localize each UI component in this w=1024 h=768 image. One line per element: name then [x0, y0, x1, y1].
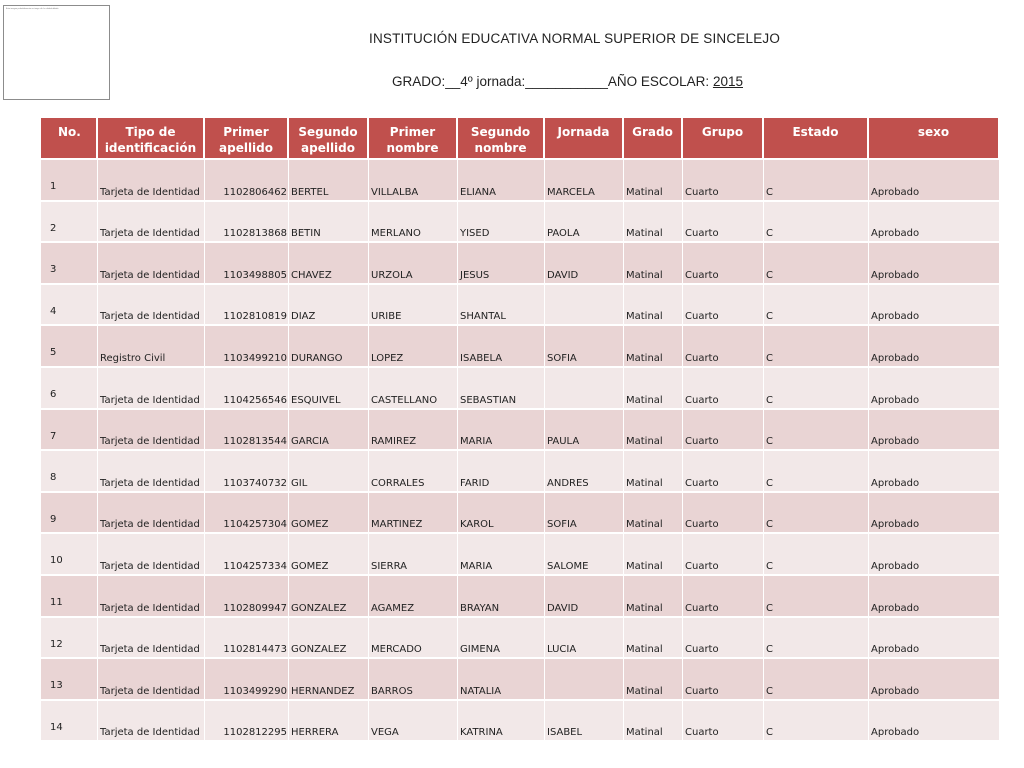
- cell-primer-apellido: BERTEL: [289, 160, 369, 202]
- cell-segundo-apellido: CORRALES: [369, 451, 458, 493]
- cell-jornada: Matinal: [624, 368, 683, 410]
- cell-segundo-apellido: LOPEZ: [369, 326, 458, 368]
- cell-id-number: 1102809947: [205, 576, 289, 618]
- cell-segundo-nombre: ISABEL: [545, 701, 624, 743]
- cell-primer-apellido: ESQUIVEL: [289, 368, 369, 410]
- cell-segundo-apellido: AGAMEZ: [369, 576, 458, 618]
- cell-tipo-identificacion: Tarjeta de Identidad: [98, 493, 205, 535]
- cell-estado: Aprobado: [869, 659, 1000, 701]
- table-row: [41, 534, 1000, 576]
- cell-grado: Cuarto: [683, 618, 764, 660]
- cell-grupo: C: [764, 493, 869, 535]
- cell-segundo-apellido: URIBE: [369, 285, 458, 327]
- cell-primer-nombre: ELIANA: [458, 160, 545, 202]
- cell-segundo-nombre: [545, 368, 624, 410]
- table-row: [41, 576, 1000, 618]
- cell-segundo-apellido: VILLALBA: [369, 160, 458, 202]
- table-row: [41, 202, 1000, 244]
- cell-no: 11: [41, 576, 98, 618]
- cell-primer-apellido: GONZALEZ: [289, 618, 369, 660]
- cell-jornada: Matinal: [624, 534, 683, 576]
- cell-tipo-identificacion: Tarjeta de Identidad: [98, 534, 205, 576]
- cell-grado: Cuarto: [683, 410, 764, 452]
- cell-tipo-identificacion: Tarjeta de Identidad: [98, 368, 205, 410]
- cell-grado: Cuarto: [683, 576, 764, 618]
- cell-primer-apellido: HERNANDEZ: [289, 659, 369, 701]
- cell-no: 1: [41, 160, 98, 202]
- cell-id-number: 1103740732: [205, 451, 289, 493]
- table-row: [41, 701, 1000, 743]
- cell-jornada: Matinal: [624, 410, 683, 452]
- cell-grado: Cuarto: [683, 451, 764, 493]
- cell-tipo-identificacion: Tarjeta de Identidad: [98, 701, 205, 743]
- cell-id-number: 1102813544: [205, 410, 289, 452]
- cell-segundo-apellido: MERLANO: [369, 202, 458, 244]
- table-row: [41, 618, 1000, 660]
- cell-segundo-nombre: ANDRES: [545, 451, 624, 493]
- cell-id-number: 1102810819: [205, 285, 289, 327]
- cell-no: 14: [41, 701, 98, 743]
- jornada-label: jornada:: [476, 74, 526, 89]
- cell-grado: Cuarto: [683, 326, 764, 368]
- cell-grado: Cuarto: [683, 202, 764, 244]
- cell-grupo: C: [764, 618, 869, 660]
- cell-id-number: 1104257334: [205, 534, 289, 576]
- cell-estado: Aprobado: [869, 243, 1000, 285]
- cell-estado: Aprobado: [869, 534, 1000, 576]
- cell-tipo-identificacion: Tarjeta de Identidad: [98, 243, 205, 285]
- cell-primer-nombre: NATALIA: [458, 659, 545, 701]
- jornada-blank: ___________: [525, 74, 608, 89]
- cell-tipo-identificacion: Tarjeta de Identidad: [98, 576, 205, 618]
- cell-jornada: Matinal: [624, 576, 683, 618]
- cell-grado: Cuarto: [683, 659, 764, 701]
- cell-grupo: C: [764, 701, 869, 743]
- col-header-grupo: Grupo: [683, 118, 764, 160]
- cell-primer-apellido: CHAVEZ: [289, 243, 369, 285]
- cell-jornada: Matinal: [624, 326, 683, 368]
- cell-grado: Cuarto: [683, 368, 764, 410]
- page-title: INSTITUCIÓN EDUCATIVA NORMAL SUPERIOR DE SINCELEJO: [369, 31, 781, 46]
- grado-label: GRADO:: [392, 74, 446, 89]
- cell-segundo-nombre: LUCIA: [545, 618, 624, 660]
- logo-caption: Esta imagen probablemente no tenga clic la calidad debida: [6, 8, 59, 10]
- cell-primer-apellido: HERRERA: [289, 701, 369, 743]
- grade-line: [392, 74, 743, 89]
- cell-grupo: C: [764, 410, 869, 452]
- cell-primer-nombre: ISABELA: [458, 326, 545, 368]
- table-row: [41, 285, 1000, 327]
- cell-no: 4: [41, 285, 98, 327]
- cell-no: 8: [41, 451, 98, 493]
- col-header-grado: Grado: [624, 118, 683, 160]
- cell-tipo-identificacion: Tarjeta de Identidad: [98, 202, 205, 244]
- col-header-estado: Estado: [764, 118, 869, 160]
- cell-segundo-apellido: MERCADO: [369, 618, 458, 660]
- cell-id-number: 1102806462: [205, 160, 289, 202]
- col-header-sexo: sexo: [869, 118, 1000, 160]
- cell-estado: Aprobado: [869, 368, 1000, 410]
- cell-no: 13: [41, 659, 98, 701]
- cell-id-number: 1104256546: [205, 368, 289, 410]
- cell-segundo-nombre: PAOLA: [545, 202, 624, 244]
- table-row: [41, 243, 1000, 285]
- cell-estado: Aprobado: [869, 326, 1000, 368]
- cell-estado: Aprobado: [869, 701, 1000, 743]
- cell-primer-nombre: JESUS: [458, 243, 545, 285]
- cell-tipo-identificacion: Tarjeta de Identidad: [98, 285, 205, 327]
- cell-no: 5: [41, 326, 98, 368]
- cell-primer-apellido: GOMEZ: [289, 534, 369, 576]
- cell-jornada: Matinal: [624, 618, 683, 660]
- cell-tipo-identificacion: Tarjeta de Identidad: [98, 618, 205, 660]
- cell-segundo-apellido: MARTINEZ: [369, 493, 458, 535]
- table-row: [41, 493, 1000, 535]
- cell-primer-nombre: SHANTAL: [458, 285, 545, 327]
- grado-value: __4º: [445, 74, 473, 89]
- cell-segundo-nombre: SOFIA: [545, 326, 624, 368]
- table-row: [41, 659, 1000, 701]
- cell-no: 6: [41, 368, 98, 410]
- cell-segundo-nombre: PAULA: [545, 410, 624, 452]
- anio-label: AÑO ESCOLAR:: [607, 74, 710, 89]
- cell-segundo-apellido: CASTELLANO: [369, 368, 458, 410]
- cell-primer-apellido: DIAZ: [289, 285, 369, 327]
- col-header-segundo-apellido: Segundo apellido: [289, 118, 369, 160]
- table-row: [41, 326, 1000, 368]
- cell-grado: Cuarto: [683, 534, 764, 576]
- cell-no: 2: [41, 202, 98, 244]
- cell-tipo-identificacion: Tarjeta de Identidad: [98, 160, 205, 202]
- table-row: [41, 451, 1000, 493]
- cell-primer-nombre: KAROL: [458, 493, 545, 535]
- cell-jornada: Matinal: [624, 451, 683, 493]
- cell-grupo: C: [764, 285, 869, 327]
- cell-primer-apellido: GARCIA: [289, 410, 369, 452]
- cell-segundo-apellido: URZOLA: [369, 243, 458, 285]
- cell-primer-nombre: MARIA: [458, 534, 545, 576]
- cell-segundo-apellido: RAMIREZ: [369, 410, 458, 452]
- cell-id-number: 1102813868: [205, 202, 289, 244]
- cell-primer-nombre: MARIA: [458, 410, 545, 452]
- cell-primer-apellido: GONZALEZ: [289, 576, 369, 618]
- cell-estado: Aprobado: [869, 160, 1000, 202]
- logo-placeholder: [3, 5, 110, 100]
- cell-primer-nombre: BRAYAN: [458, 576, 545, 618]
- cell-grupo: C: [764, 202, 869, 244]
- cell-jornada: Matinal: [624, 659, 683, 701]
- table-row: [41, 410, 1000, 452]
- col-header-tipo: Tipo de identificación: [98, 118, 205, 160]
- col-header-no: No.: [41, 118, 98, 160]
- cell-grupo: C: [764, 659, 869, 701]
- cell-grupo: C: [764, 326, 869, 368]
- cell-grupo: C: [764, 534, 869, 576]
- cell-estado: Aprobado: [869, 202, 1000, 244]
- cell-id-number: 1104257304: [205, 493, 289, 535]
- cell-jornada: Matinal: [624, 202, 683, 244]
- cell-id-number: 1102812295: [205, 701, 289, 743]
- cell-primer-apellido: BETIN: [289, 202, 369, 244]
- col-header-primer-apellido: Primer apellido: [205, 118, 289, 160]
- cell-grado: Cuarto: [683, 701, 764, 743]
- cell-estado: Aprobado: [869, 285, 1000, 327]
- cell-no: 12: [41, 618, 98, 660]
- cell-grupo: C: [764, 451, 869, 493]
- cell-grado: Cuarto: [683, 160, 764, 202]
- cell-id-number: 1103499210: [205, 326, 289, 368]
- cell-estado: Aprobado: [869, 618, 1000, 660]
- cell-grado: Cuarto: [683, 243, 764, 285]
- col-header-jornada: Jornada: [545, 118, 624, 160]
- cell-jornada: Matinal: [624, 701, 683, 743]
- cell-jornada: Matinal: [624, 243, 683, 285]
- cell-no: 3: [41, 243, 98, 285]
- col-header-segundo-nombre: Segundo nombre: [458, 118, 545, 160]
- cell-segundo-nombre: SOFIA: [545, 493, 624, 535]
- cell-grupo: C: [764, 243, 869, 285]
- cell-primer-nombre: FARID: [458, 451, 545, 493]
- cell-jornada: Matinal: [624, 160, 683, 202]
- cell-estado: Aprobado: [869, 451, 1000, 493]
- anio-value: 2015: [712, 74, 743, 89]
- cell-grado: Cuarto: [683, 285, 764, 327]
- cell-jornada: Matinal: [624, 493, 683, 535]
- cell-tipo-identificacion: Tarjeta de Identidad: [98, 451, 205, 493]
- cell-no: 7: [41, 410, 98, 452]
- cell-no: 9: [41, 493, 98, 535]
- table-header-row: [41, 118, 1000, 160]
- cell-estado: Aprobado: [869, 493, 1000, 535]
- cell-grupo: C: [764, 160, 869, 202]
- cell-segundo-apellido: VEGA: [369, 701, 458, 743]
- cell-segundo-nombre: DAVID: [545, 576, 624, 618]
- col-header-primer-nombre: Primer nombre: [369, 118, 458, 160]
- cell-segundo-nombre: DAVID: [545, 243, 624, 285]
- cell-segundo-nombre: [545, 659, 624, 701]
- cell-tipo-identificacion: Registro Civil: [98, 326, 205, 368]
- cell-primer-nombre: GIMENA: [458, 618, 545, 660]
- cell-segundo-nombre: [545, 285, 624, 327]
- cell-segundo-nombre: MARCELA: [545, 160, 624, 202]
- table-row: [41, 368, 1000, 410]
- cell-id-number: 1102814473: [205, 618, 289, 660]
- cell-id-number: 1103499290: [205, 659, 289, 701]
- table-row: [41, 160, 1000, 202]
- cell-id-number: 1103498805: [205, 243, 289, 285]
- cell-segundo-apellido: SIERRA: [369, 534, 458, 576]
- cell-no: 10: [41, 534, 98, 576]
- cell-segundo-nombre: SALOME: [545, 534, 624, 576]
- cell-primer-apellido: DURANGO: [289, 326, 369, 368]
- cell-tipo-identificacion: Tarjeta de Identidad: [98, 659, 205, 701]
- cell-jornada: Matinal: [624, 285, 683, 327]
- cell-primer-nombre: KATRINA: [458, 701, 545, 743]
- student-table: [41, 118, 1000, 742]
- cell-estado: Aprobado: [869, 410, 1000, 452]
- cell-tipo-identificacion: Tarjeta de Identidad: [98, 410, 205, 452]
- cell-estado: Aprobado: [869, 576, 1000, 618]
- cell-grupo: C: [764, 368, 869, 410]
- cell-grupo: C: [764, 576, 869, 618]
- cell-segundo-apellido: BARROS: [369, 659, 458, 701]
- cell-primer-nombre: SEBASTIAN: [458, 368, 545, 410]
- cell-primer-apellido: GOMEZ: [289, 493, 369, 535]
- cell-primer-nombre: YISED: [458, 202, 545, 244]
- cell-primer-apellido: GIL: [289, 451, 369, 493]
- cell-grado: Cuarto: [683, 493, 764, 535]
